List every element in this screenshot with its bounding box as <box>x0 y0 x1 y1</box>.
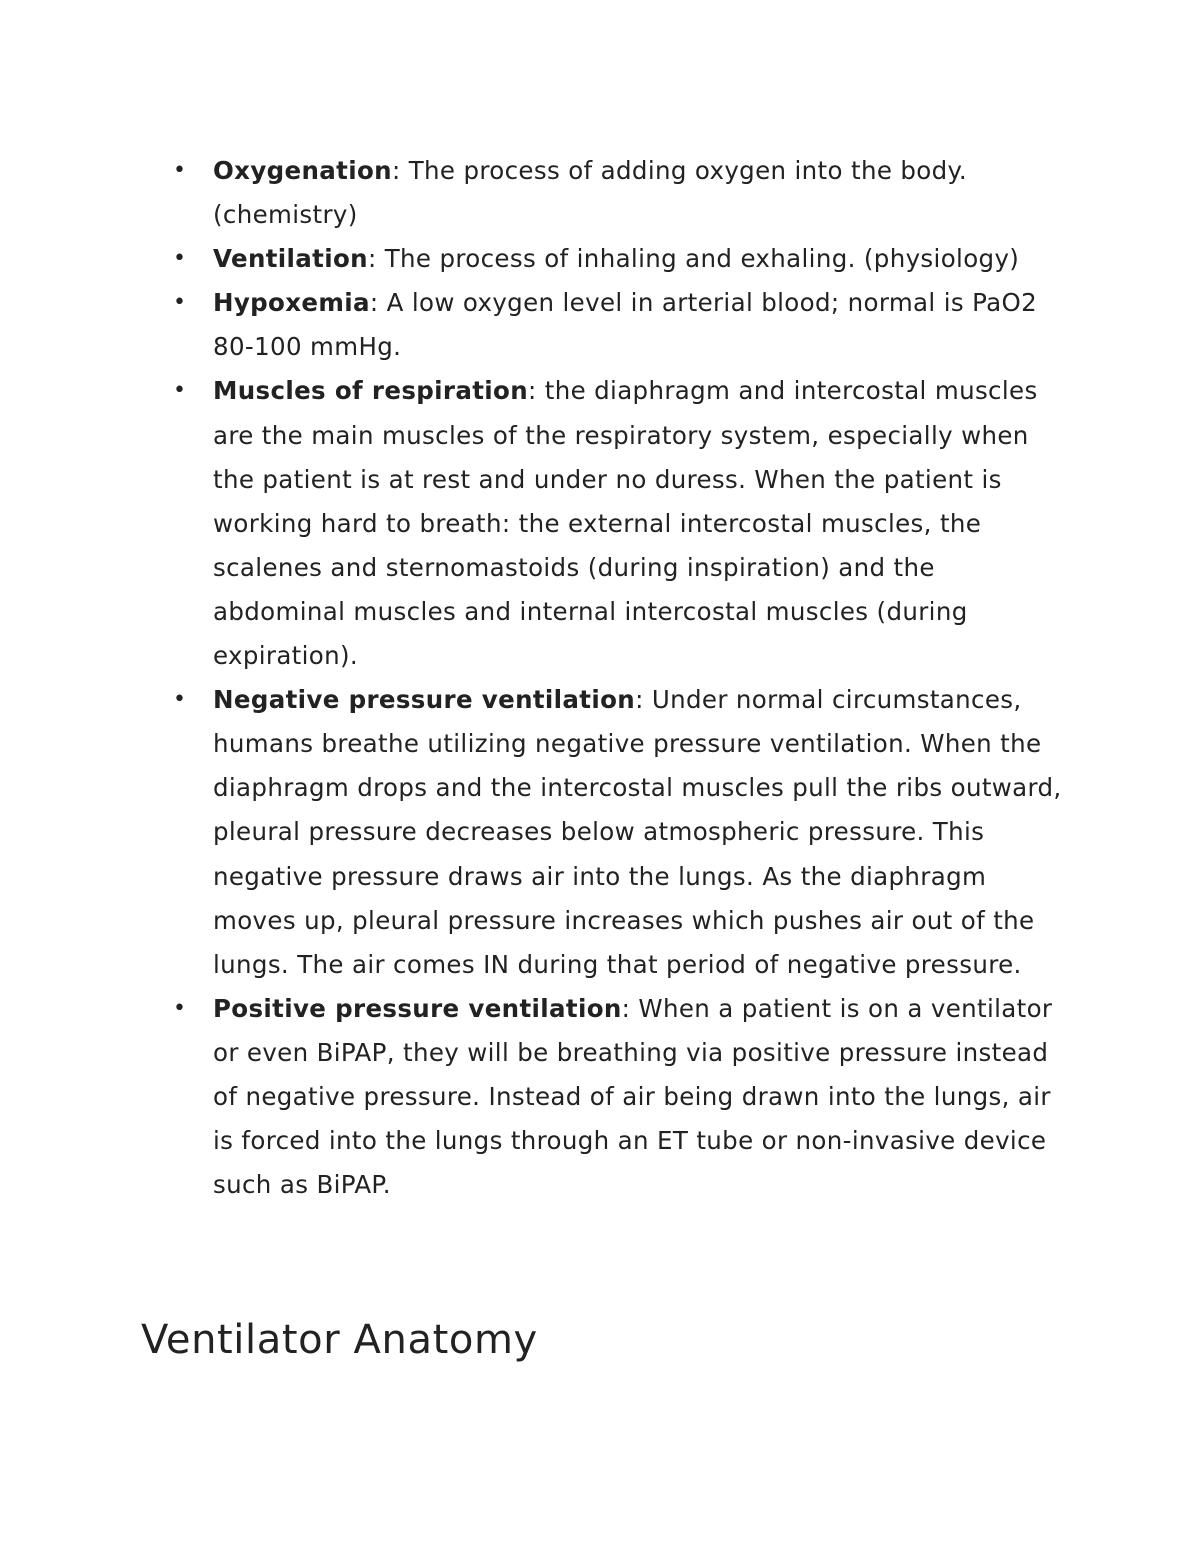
list-item <box>170 987 1070 1207</box>
definition-term: Hypoxemia <box>213 288 370 318</box>
section-heading: Ventilator Anatomy <box>141 1317 538 1363</box>
definition-text: : A low oxygen level in arterial blood; normal is PaO2 80-100 mmHg. <box>213 288 1038 362</box>
definition-term: Oxygenation <box>213 156 392 185</box>
definition-term: Negative pressure ventilation <box>213 685 636 715</box>
definition-text: : The process of inhaling and exhaling. (physiology) <box>367 244 1020 274</box>
bullet-icon: • <box>173 378 187 404</box>
definition-term: Muscles of respiration <box>213 376 528 406</box>
definition-list <box>170 149 1070 1207</box>
list-item <box>170 369 1070 678</box>
definition-text: : The process of adding oxygen into the body. (chemistry) <box>213 156 968 230</box>
bullet-icon: • <box>173 687 187 713</box>
definition-term: Ventilation <box>213 244 368 274</box>
definition-text: : the diaphragm and intercostal muscles are the main muscles of the respiratory system, especially when the patient is at rest and under no duress. When the patient is working hard to breath: the external intercostal muscles, the scalenes and sternomastoids (during inspiration) and the abdominal muscles and internal intercostal muscles (during expiration). <box>213 376 1038 671</box>
bullet-icon: • <box>173 246 187 272</box>
definition-text: : Under normal circumstances, humans breathe utilizing negative pressure ventilation. When the diaphragm drops and the intercostal muscles pull the ribs outward, pleural pressure decreases below atmospheric pressure. This negative pressure draws air into the lungs. As the diaphragm moves up, pleural pressure increases which pushes air out of the lungs. The air comes IN during that period of negative pressure. <box>213 685 1062 979</box>
list-item <box>170 237 1070 281</box>
bullet-icon: • <box>173 290 187 316</box>
bullet-icon: • <box>173 158 187 183</box>
bullet-icon: • <box>173 995 187 1021</box>
list-item <box>170 149 1070 237</box>
definition-term: Positive pressure ventilation <box>213 993 622 1023</box>
list-item <box>170 678 1070 987</box>
list-item <box>170 281 1070 369</box>
definition-text: : When a patient is on a ventilator or even BiPAP, they will be breathing via positive pressure instead of negative pressure. Instead of air being drawn into the lungs, air is forced into the lungs through an ET tube or non-invasive device such as BiPAP. <box>213 993 1053 1200</box>
